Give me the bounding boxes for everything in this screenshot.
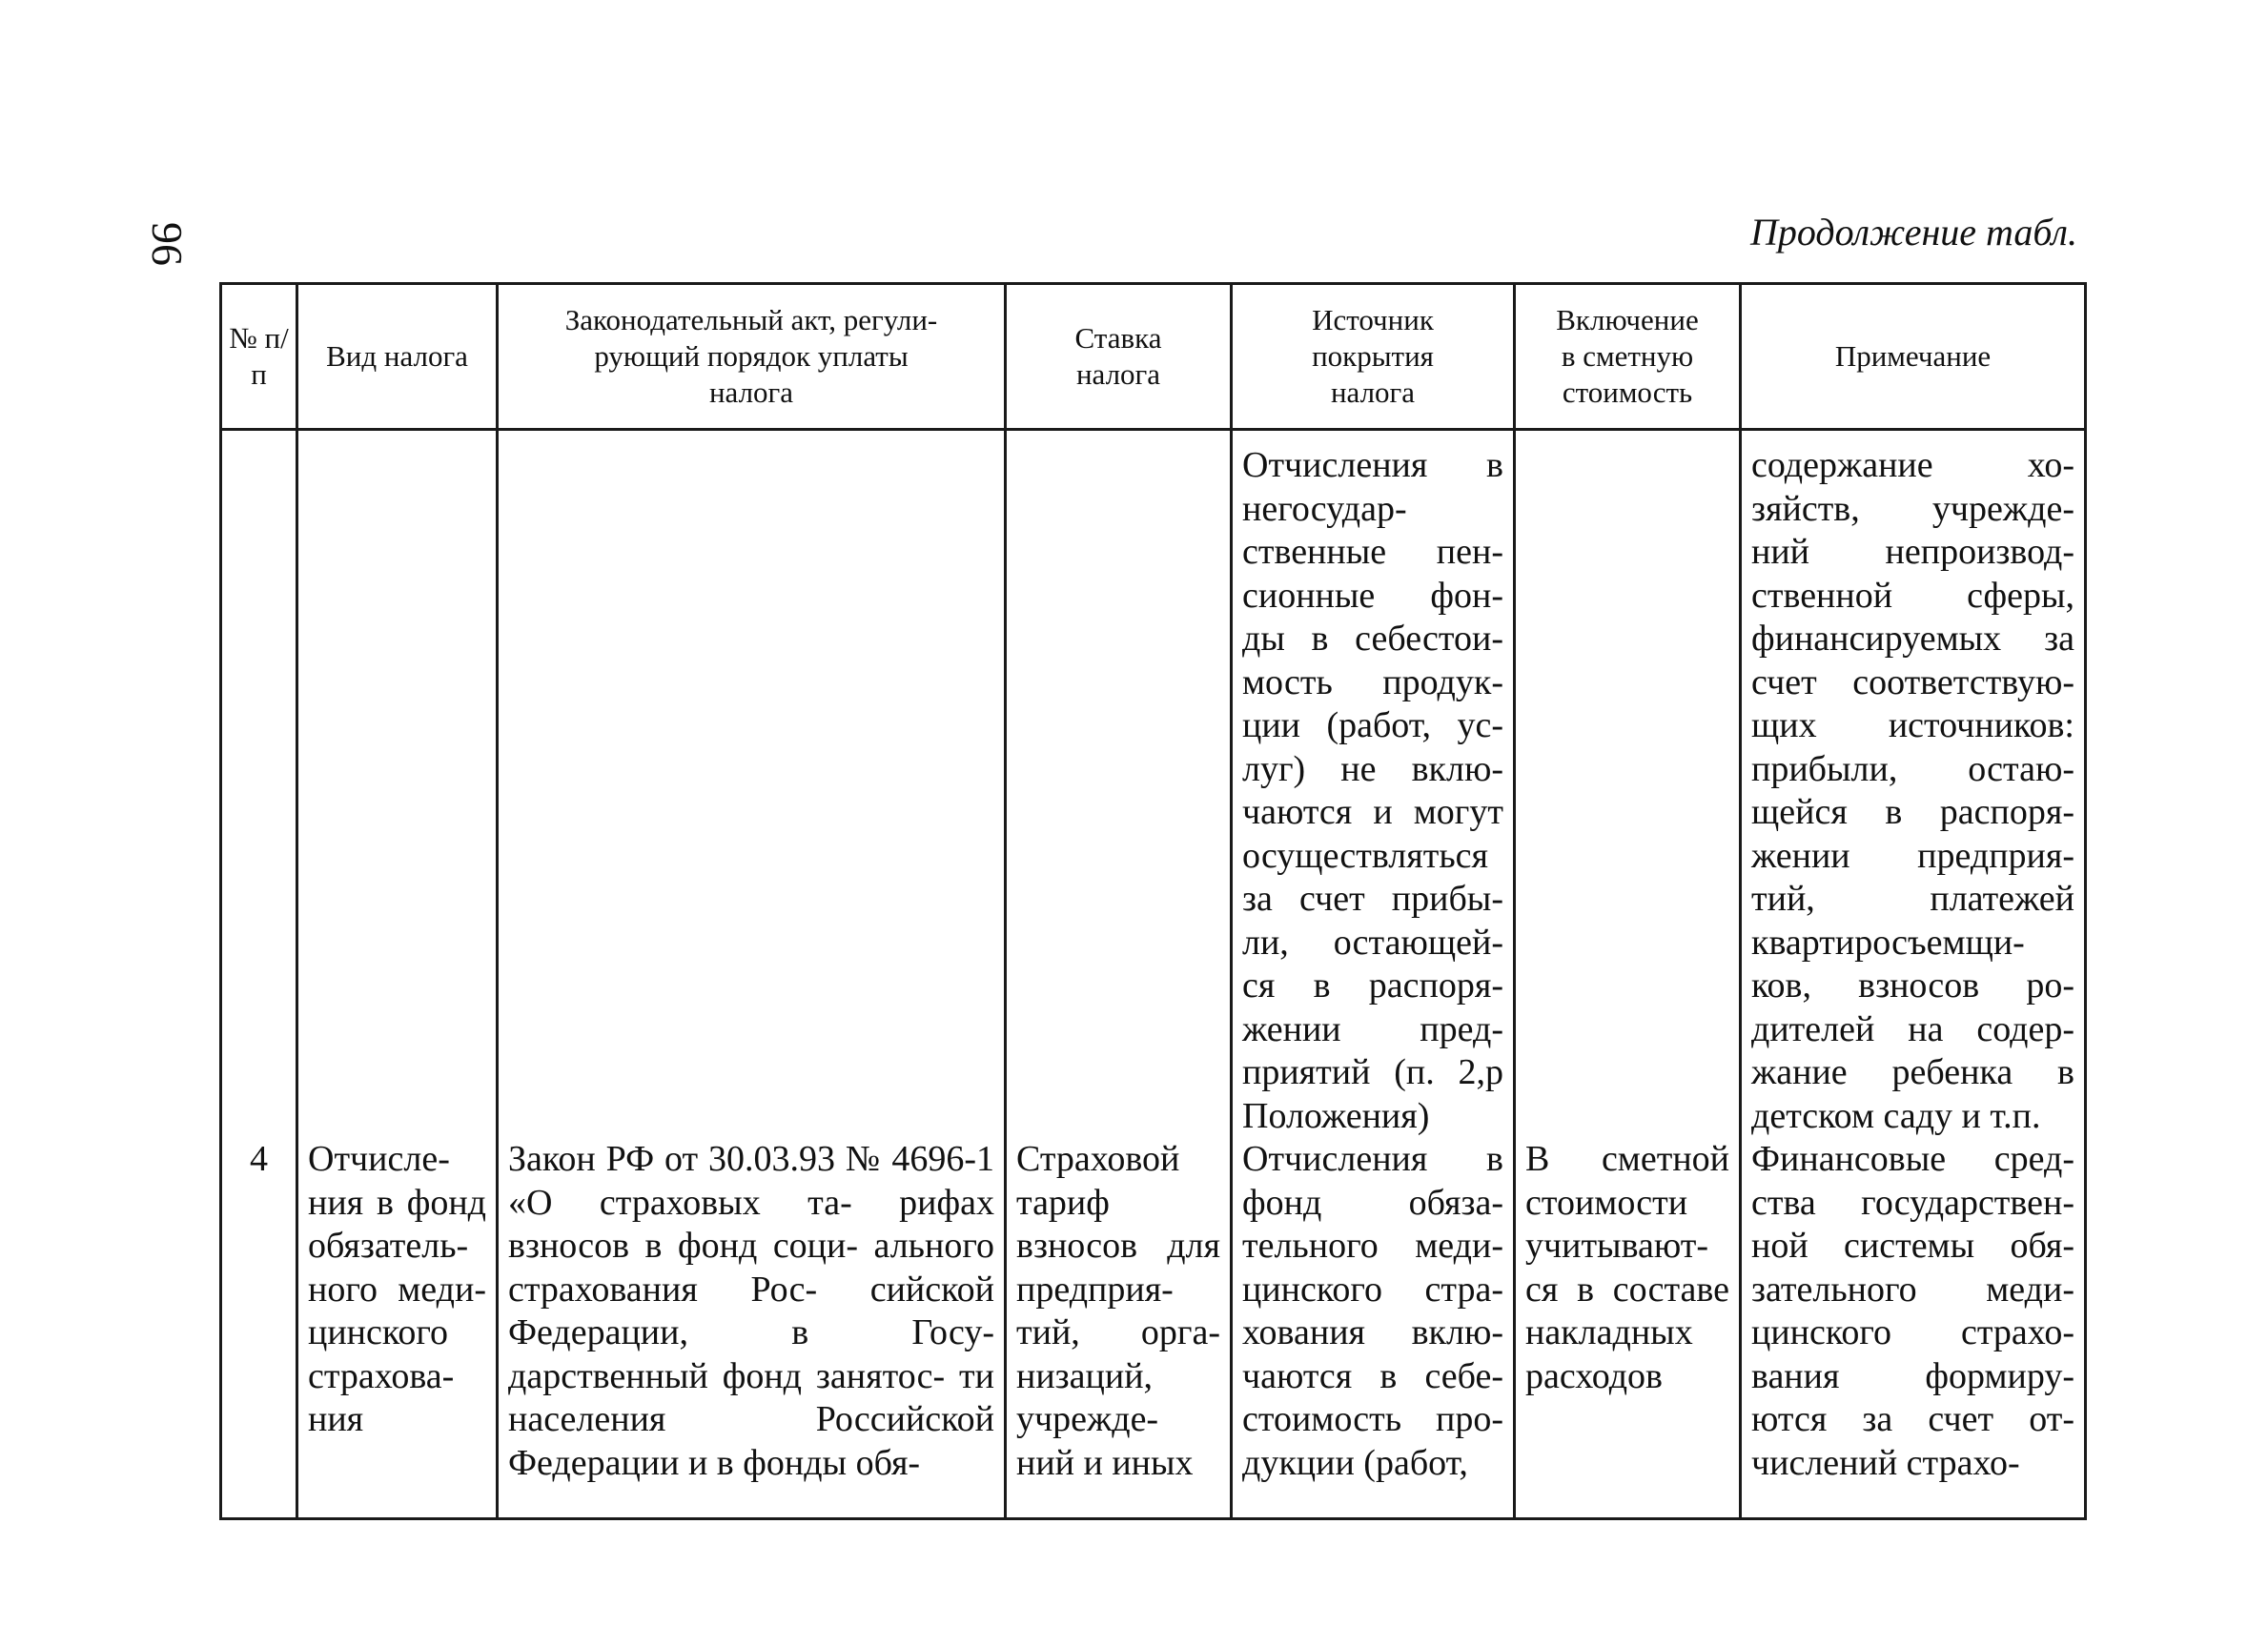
cell-law (498, 430, 1006, 1139)
cell-tax-type (297, 430, 498, 1139)
cell-rate (1006, 430, 1232, 1139)
header-law: Законодательный акт, регули- рующий порядок уплаты налога (498, 284, 1006, 430)
header-note: Примечание (1741, 284, 2086, 430)
cell-note: содержание хо- зяйств, учрежде- ний непроизвод- ственной сферы, финансируемых за счет соответствую- щих источников: прибыли, остаю- щейся в распоря- жении предприя- тий, платежей квартиросъемщи- ков, взносов ро- дителей на содер- жание ребенка в детском саду и т.п. (1741, 430, 2086, 1139)
cell-num (221, 430, 297, 1139)
header-source: Источник покрытия налога (1232, 284, 1515, 430)
table-header-row (221, 284, 2086, 430)
cell-rate: Страховой тариф взносов для предприя- тий, орга- низаций, учрежде- ний и иных (1006, 1138, 1232, 1519)
page-number: 96 (143, 222, 192, 266)
cell-source: Отчисления в негосудар- ственные пен- сионные фон- ды в себестои- мость продук- ции (работ, ус- луг) не вклю- чаются и могут осуществляться за счет прибы- ли, остающей- ся в распоря- жении пред- приятий (п. 2,р Положения) (1232, 430, 1515, 1139)
cell-source: Отчисления в фонд обяза- тельного меди- цинского стра- хования вклю- чаются в себе- стоимость про- дукции (работ, (1232, 1138, 1515, 1519)
cell-law: Закон РФ от 30.03.93 № 4696-1 «О страховых та- рифах взносов в фонд соци- ального страхования Рос- сийской Федерации, в Госу- дарственный фонд занятос- ти населения Российской Федерации и в фонды обя- (498, 1138, 1006, 1519)
cell-tax-type: Отчисле- ния в фонд обязатель- ного меди- цинского страхова- ния (297, 1138, 498, 1519)
header-tax-type: Вид налога (297, 284, 498, 430)
header-inclusion: Включение в сметную стоимость (1515, 284, 1741, 430)
table-continuation-label: Продолжение табл. (1749, 211, 2077, 254)
cell-note: Финансовые сред- ства государствен- ной системы обя- зательного меди- цинского страхо- вания формиру- ются за счет от- числений страхо- (1741, 1138, 2086, 1519)
header-num: № п/п (221, 284, 297, 430)
tax-table (219, 282, 2087, 1520)
table-row (221, 1138, 2086, 1519)
cell-num: 4 (221, 1138, 297, 1519)
table-row (221, 430, 2086, 1139)
header-rate: Ставка налога (1006, 284, 1232, 430)
cell-inclusion: В сметной стоимости учитывают- ся в составе накладных расходов (1515, 1138, 1741, 1519)
cell-inclusion (1515, 430, 1741, 1139)
